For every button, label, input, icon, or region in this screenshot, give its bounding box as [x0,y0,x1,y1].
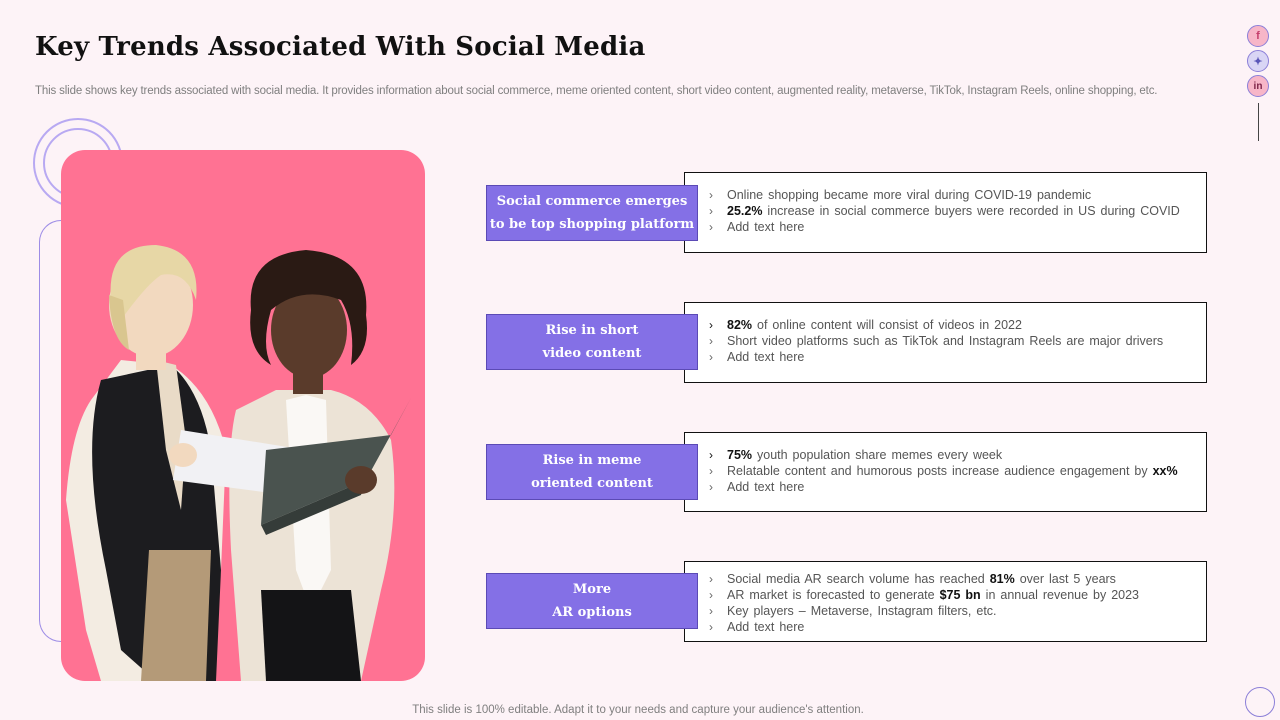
list-item: › Key players – Metaverse, Instagram filters, etc. [709,604,997,618]
list-item: › Add text here [709,480,805,494]
trend-box-ar-options [684,561,1207,642]
page-title: Key Trends Associated With Social Media [35,32,646,62]
trend-label-short-video: Rise in short video content [486,314,698,370]
social-icons [1246,25,1270,141]
list-item: › Add text here [709,620,805,634]
trend-box-meme-content [684,432,1207,512]
list-item: › 75% youth population share memes every week [709,448,1003,462]
trend-box-short-video [684,302,1207,383]
trend-label-ar-options: More AR options [486,573,698,629]
list-item: › Relatable content and humorous posts increase audience engagement by xx% [709,464,1178,478]
business-women-photo [61,150,425,681]
list-item: › Online shopping became more viral during COVID-19 pandemic [709,188,1092,202]
list-item: › Short video platforms such as TikTok and Instagram Reels are major drivers [709,334,1164,348]
trend-label-social-commerce: Social commerce emerges to be top shopping platform [486,185,698,241]
list-item: › Social media AR search volume has reached 81% over last 5 years [709,572,1116,586]
list-item: › 25.2% increase in social commerce buyers were recorded in US during COVID [709,204,1180,218]
social-divider [1258,103,1259,141]
trend-box-social-commerce [684,172,1207,253]
decorative-corner-circle [1245,687,1275,717]
linkedin-icon[interactable]: in [1247,75,1269,97]
list-item: › 82% of online content will consist of videos in 2022 [709,318,1022,332]
page-subtitle: This slide shows key trends associated with social media. It provides information about social commerce, meme oriented content, short video content, augmented reality, metaverse, TikTok, Instagram Reels, online shopping, etc. [35,85,1158,97]
facebook-icon[interactable]: f [1247,25,1269,47]
list-item: › Add text here [709,220,805,234]
footer-note: This slide is 100% editable. Adapt it to your needs and capture your audience's attention. [412,704,864,716]
trend-label-meme-content: Rise in meme oriented content [486,444,698,500]
list-item: › Add text here [709,350,805,364]
twitter-icon[interactable]: ✦ [1247,50,1269,72]
list-item: › AR market is forecasted to generate $75 bn in annual revenue by 2023 [709,588,1139,602]
